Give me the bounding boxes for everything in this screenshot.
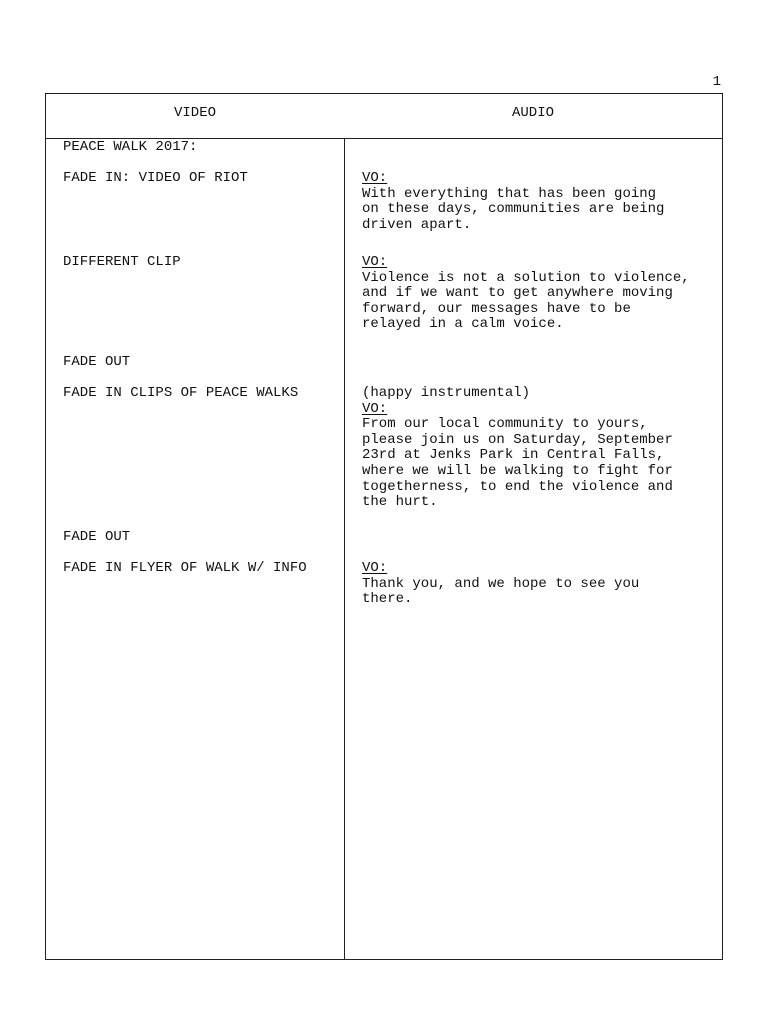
video-cue: FADE IN: VIDEO OF RIOT [63,170,248,186]
audio-block [362,171,664,233]
audio-line: 23rd at Jenks Park in Central Falls, [362,447,665,464]
vo-label: VO: [362,400,388,417]
audio-line: where we will be walking to fight for [362,462,673,479]
audio-line: there. [362,591,413,608]
audio-line: Thank you, and we hope to see you [362,575,640,592]
video-cue: FADE OUT [63,529,131,545]
video-cue-title: PEACE WALK 2017: [63,139,198,155]
audio-line: From our local community to yours, [362,416,648,433]
column-divider [344,139,345,959]
video-cue: DIFFERENT CLIP [63,254,181,270]
video-cue: FADE IN CLIPS OF PEACE WALKS [63,385,299,401]
audio-line: please join us on Saturday, September [362,431,673,448]
audio-note: (happy instrumental) [362,385,531,401]
video-column-header: VIDEO [173,105,216,121]
page-number: 1 [712,74,721,90]
audio-line: With everything that has been going [362,185,657,202]
table-header-row [46,94,722,139]
audio-line: togetherness, to end the violence and [362,478,673,495]
audio-block [362,386,673,511]
audio-line: driven apart. [362,216,472,233]
audio-line: Violence is not a solution to violence, [362,269,690,286]
vo-label: VO: [362,560,388,576]
av-script-table [45,93,723,960]
audio-line: on these days, communities are being [362,201,665,218]
audio-block [362,561,639,608]
audio-line: forward, our messages have to be [362,300,631,317]
audio-line: and if we want to get anywhere moving [362,285,673,302]
audio-column-header: AUDIO [511,105,554,121]
vo-label: VO: [362,254,388,270]
audio-block [362,255,690,333]
audio-line: relayed in a calm voice. [362,316,564,333]
vo-label: VO: [362,170,388,186]
audio-line: the hurt. [362,494,438,511]
video-cue: FADE OUT [63,354,131,370]
video-cue: FADE IN FLYER OF WALK W/ INFO [63,560,307,576]
